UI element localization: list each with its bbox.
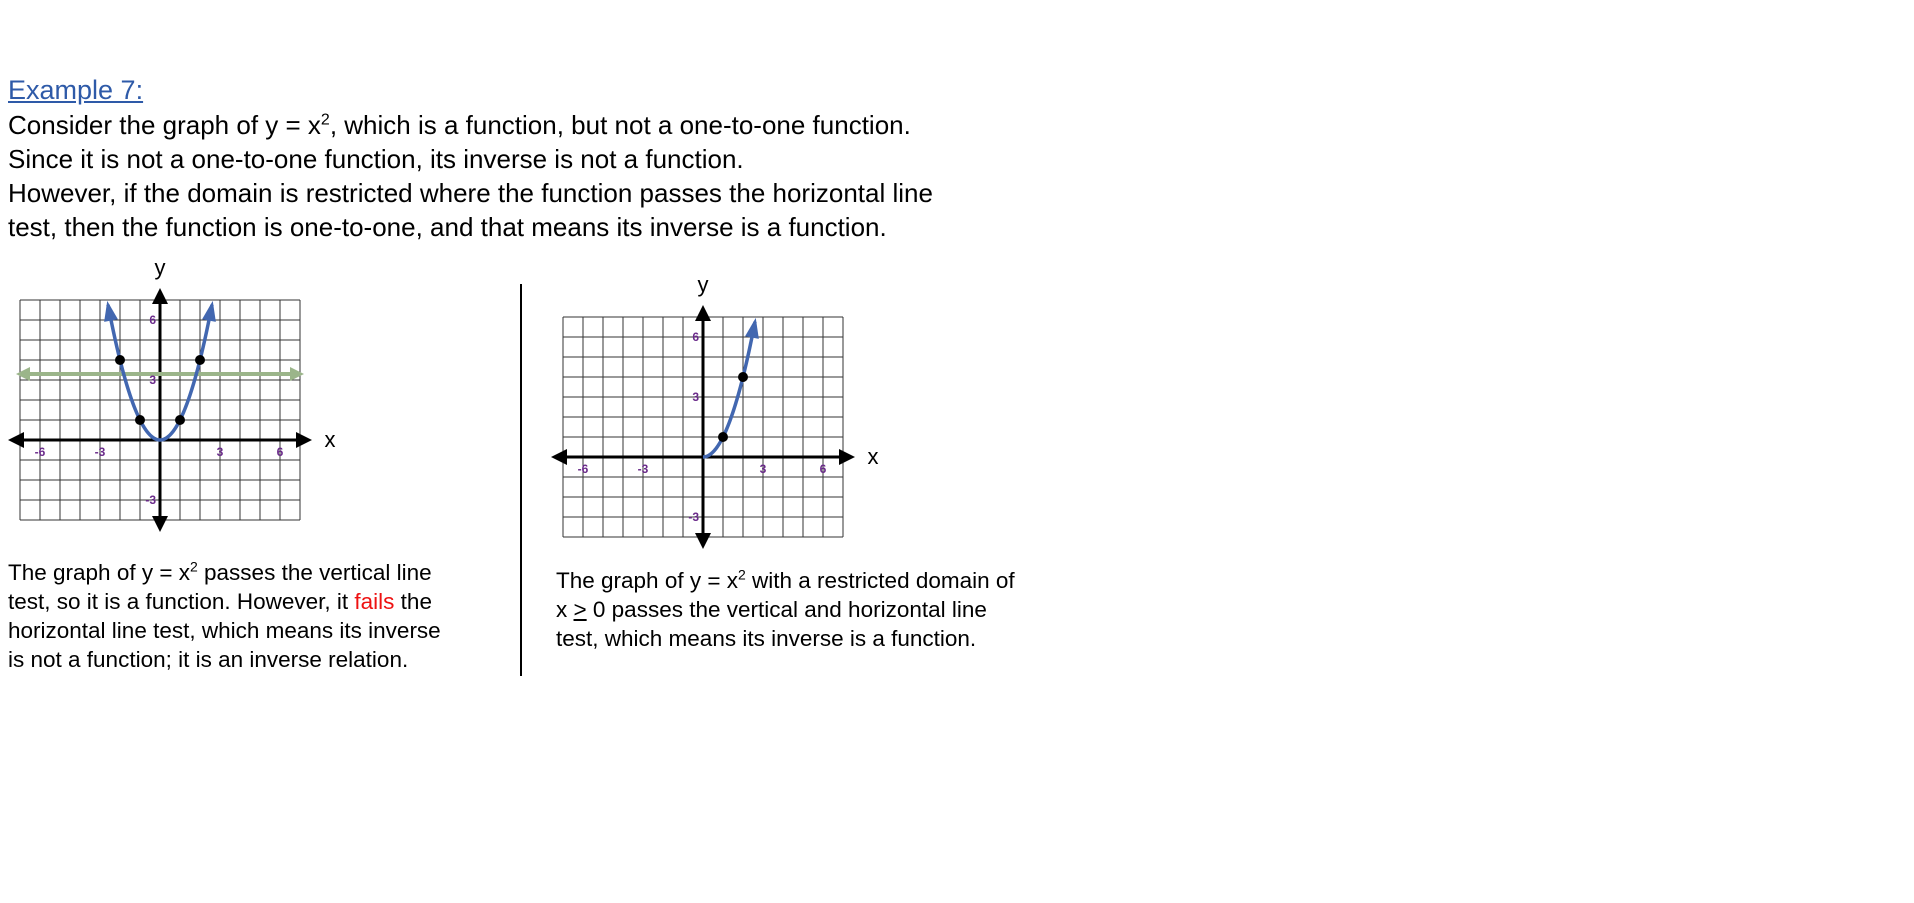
intro-line-2: Since it is not a one-to-one function, its inverse is not a function.: [8, 144, 744, 174]
y-tick-label: -3: [145, 493, 156, 507]
data-point: [738, 372, 748, 382]
x-tick-label: -3: [94, 445, 106, 459]
x-axis-arrow-right: [296, 432, 312, 448]
x-axis-arrow-left: [8, 432, 24, 448]
y-tick-label: 6: [692, 330, 699, 344]
x-tick-label: 6: [819, 462, 827, 476]
x-tick-label: 6: [276, 445, 284, 459]
right-caption-line-1: The graph of $y = x^2$ with a restricted domain of: [556, 566, 1015, 593]
y-tick-label: 3: [149, 373, 156, 387]
data-point: [175, 415, 185, 425]
y-tick-label: -3: [688, 510, 699, 524]
curve-arrow-left: [104, 301, 118, 322]
right-restricted-graph: [553, 272, 893, 557]
x-axis-label: x: [867, 444, 879, 469]
column-divider: [520, 284, 522, 676]
curve-arrow-right: [745, 318, 759, 339]
horizontal-line-arrow-left: [16, 367, 30, 381]
y-axis-label: y: [697, 272, 709, 297]
y-axis-arrow-down: [695, 533, 711, 549]
y-axis-label: y: [154, 255, 166, 280]
y-tick-label: 6: [149, 313, 156, 327]
data-point: [115, 355, 125, 365]
left-caption-line-2: test, so it is a function. However, it fails the: [8, 589, 432, 614]
x-tick-label: -3: [637, 462, 649, 476]
left-caption-line-1: The graph of $y = x^2$ passes the vertical line: [8, 558, 432, 585]
right-caption: [556, 566, 1015, 653]
data-point: [718, 432, 728, 442]
right-caption-line-2: x > 0 passes the vertical and horizontal line: [556, 597, 987, 622]
x-tick-label: 3: [759, 462, 767, 476]
x-tick-label: -6: [577, 462, 589, 476]
intro-line-4: test, then the function is one-to-one, and that means its inverse is a function.: [8, 212, 887, 242]
y-axis-arrow-up: [152, 288, 168, 304]
y-axis-arrow-up: [695, 305, 711, 321]
x-axis-label: x: [324, 427, 336, 452]
data-point: [195, 355, 205, 365]
x-axis-arrow-right: [839, 449, 855, 465]
x-tick-label: 3: [216, 445, 224, 459]
left-caption-line-4: is not a function; it is an inverse relation.: [8, 647, 409, 672]
left-caption-line-3: horizontal line test, which means its inverse: [8, 618, 441, 643]
x-tick-label: -6: [34, 445, 46, 459]
intro-line-3: However, if the domain is restricted where the function passes the horizontal line: [8, 178, 933, 208]
right-caption-line-3: test, which means its inverse is a function.: [556, 626, 977, 651]
intro-line-1: Consider the graph of $y = x^2$, which is a function, but not a one-to-one function.: [8, 110, 911, 140]
left-parabola-graph: [10, 255, 350, 540]
left-caption: [8, 558, 441, 674]
y-axis-arrow-down: [152, 516, 168, 532]
example-heading: Example 7:: [8, 75, 144, 105]
fails-highlight: fails: [354, 589, 395, 614]
curve-arrow-right: [202, 301, 216, 322]
data-point: [135, 415, 145, 425]
intro-paragraph: [8, 108, 1068, 244]
x-axis-arrow-left: [551, 449, 567, 465]
horizontal-line-arrow-right: [290, 367, 304, 381]
y-tick-label: 3: [692, 390, 699, 404]
